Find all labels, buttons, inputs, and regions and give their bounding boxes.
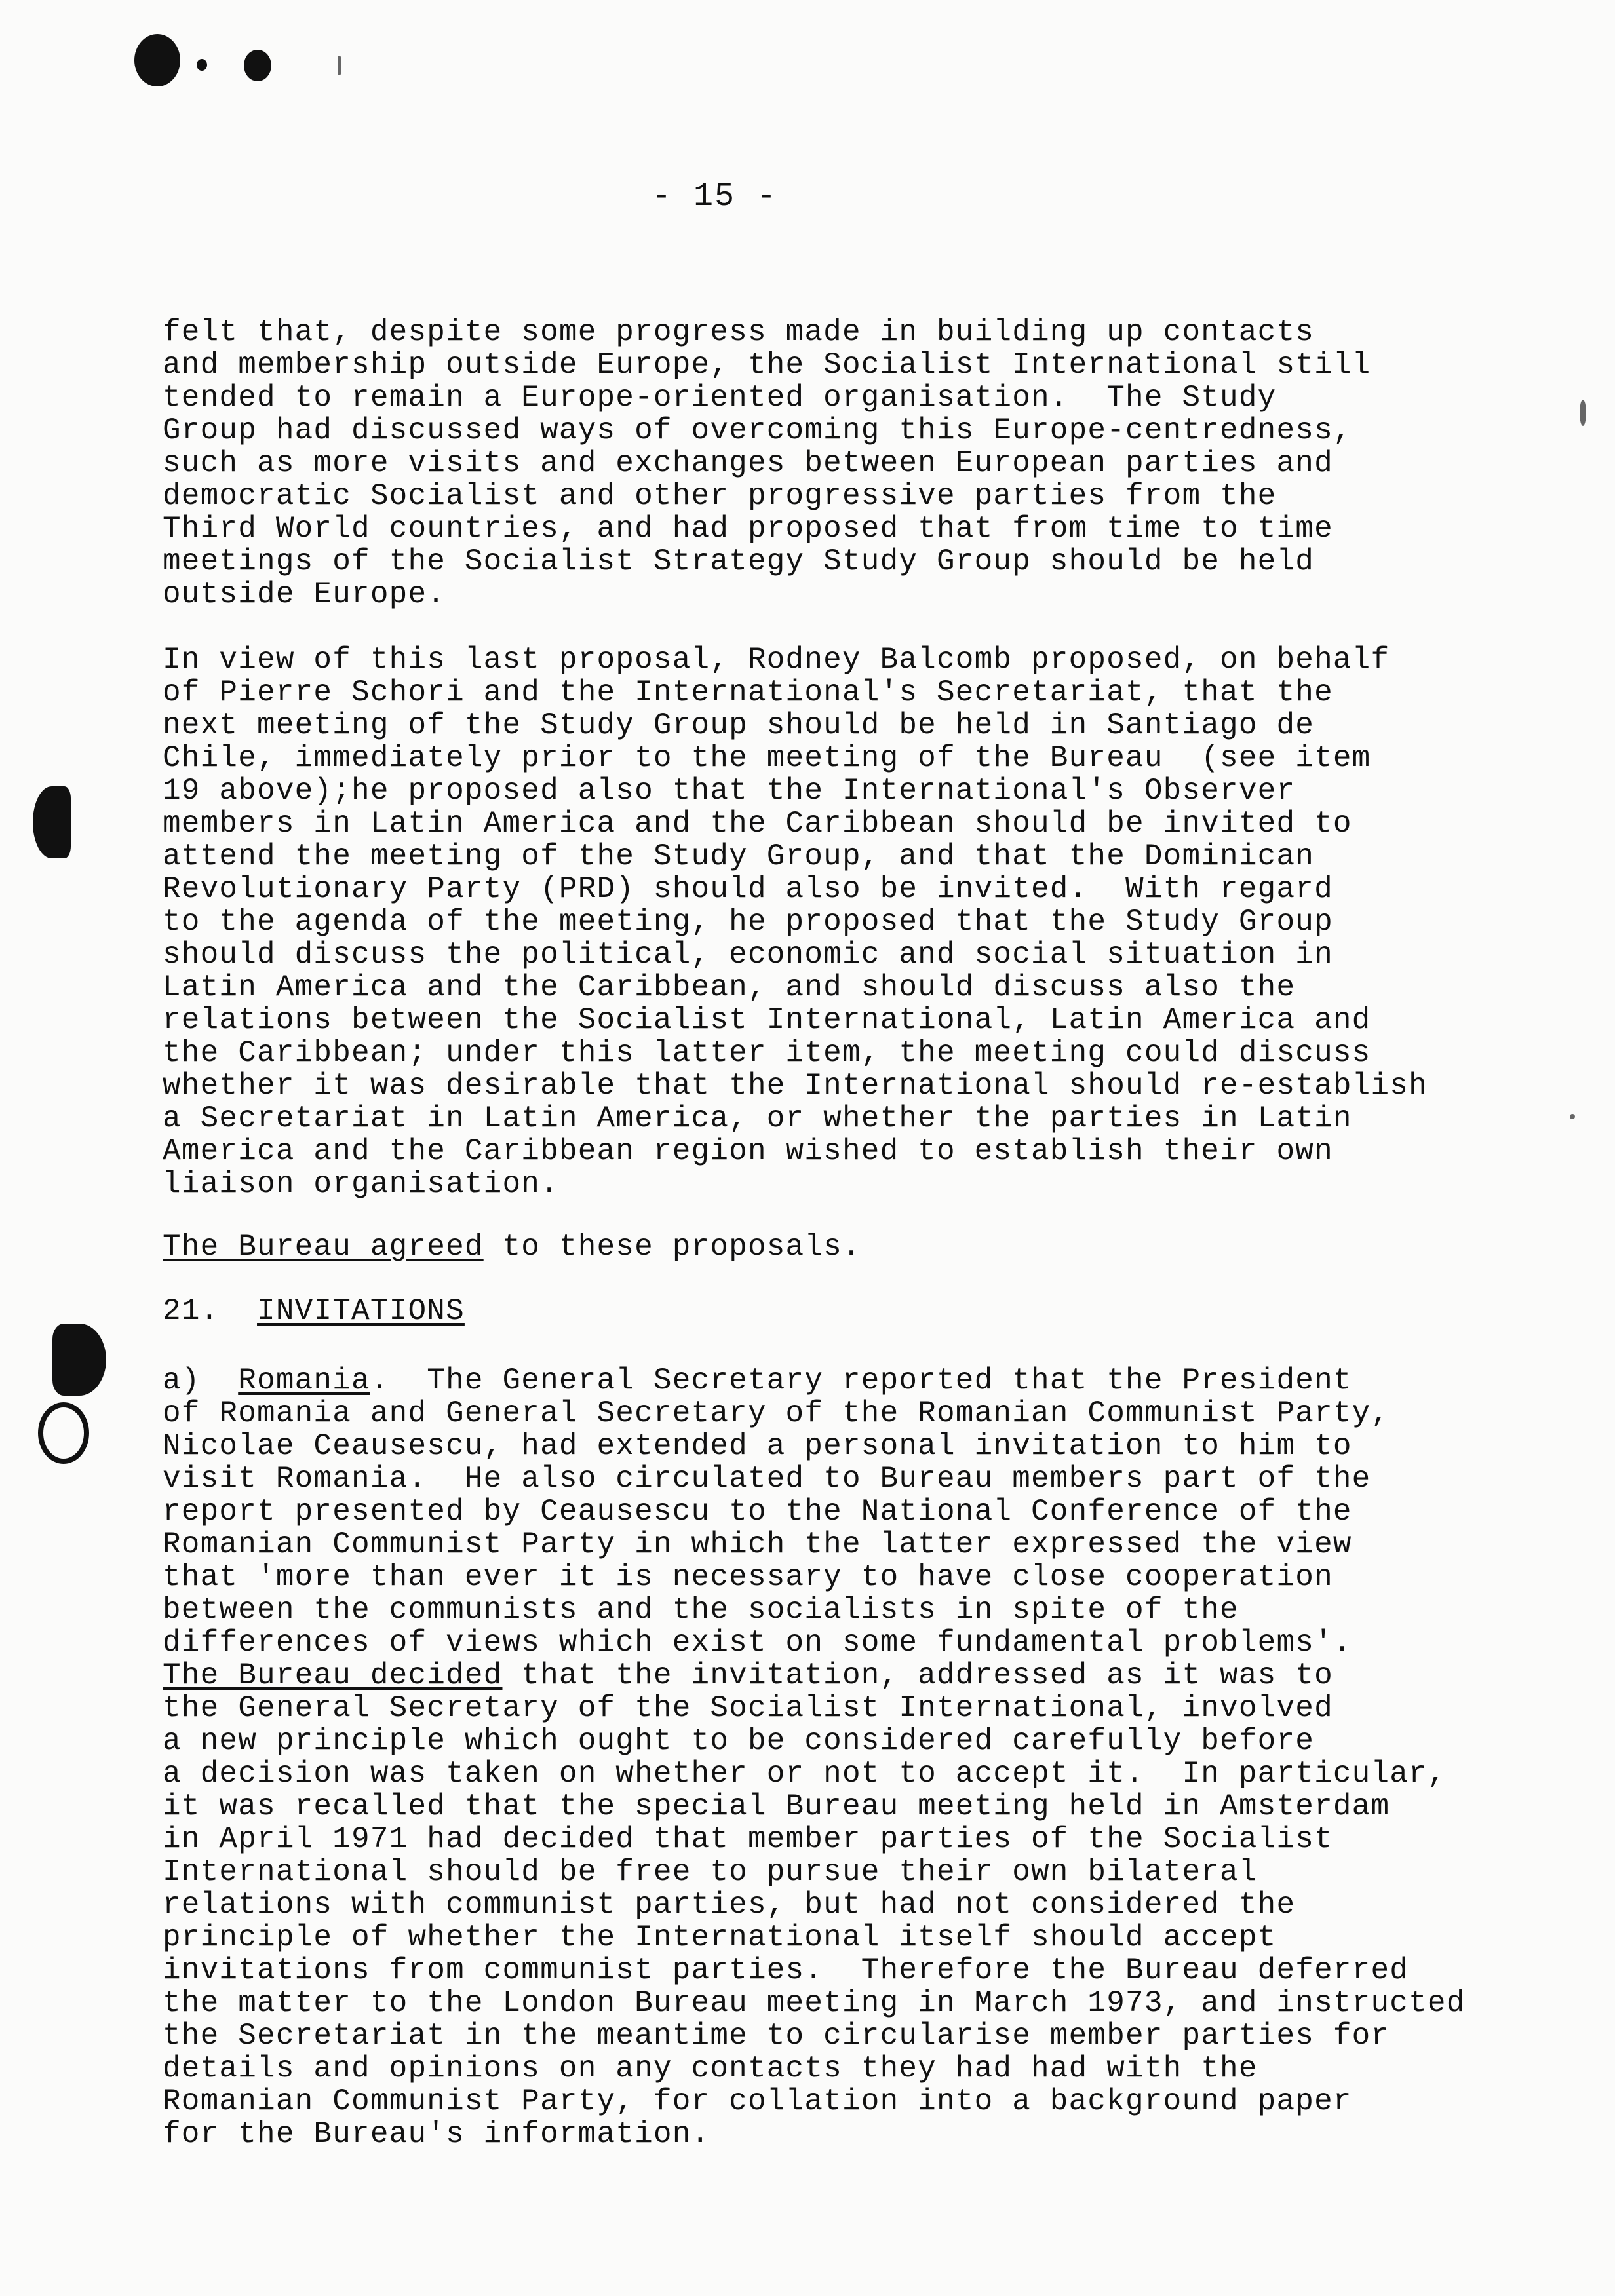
text-line: relations with communist parties, but had not considered the (163, 1888, 1296, 1922)
scan-speck (1570, 1114, 1575, 1119)
text-line: liaison organisation. (163, 1167, 559, 1201)
section-title: INVITATIONS (257, 1294, 465, 1328)
text-line: the General Secretary of the Socialist International, involved (163, 1691, 1333, 1725)
text-line: details and opinions on any contacts they had had with the (163, 2052, 1258, 2086)
text-line: of Romania and General Secretary of the Romanian Communist Party, (163, 1396, 1390, 1430)
scan-speck (1580, 400, 1586, 426)
bureau-decided-rest: that the invitation, addressed as it was to (502, 1658, 1333, 1693)
text-line: America and the Caribbean region wished to establish their own (163, 1134, 1333, 1168)
text-line: members in Latin America and the Caribbean should be invited to (163, 807, 1352, 841)
text-line: such as more visits and exchanges between European parties and (163, 446, 1333, 480)
item-label-romania: Romania (238, 1364, 370, 1398)
page-number: - 15 - (651, 178, 778, 216)
text-line: Group had discussed ways of overcoming this Europe-centredness, (163, 413, 1352, 448)
item-first-line-rest: . The General Secretary reported that the President (370, 1364, 1352, 1398)
text-line: the Secretariat in the meantime to circularise member parties for (163, 2019, 1390, 2053)
text-line: the Caribbean; under this latter item, the meeting could discuss (163, 1036, 1371, 1070)
romania-first-line (163, 1364, 1352, 1397)
text-line: tended to remain a Europe-oriented organisation. The Study (163, 381, 1277, 415)
text-line: Latin America and the Caribbean, and should discuss also the (163, 970, 1296, 1004)
text-line: a new principle which ought to be considered carefully before (163, 1724, 1315, 1758)
bureau-agreed-emphasis: The Bureau agreed (163, 1230, 484, 1264)
scan-speck (338, 56, 341, 75)
text-line: should discuss the political, economic and social situation in (163, 938, 1333, 972)
text-line: the matter to the London Bureau meeting in March 1973, and instructed (163, 1986, 1466, 2020)
text-line: Nicolae Ceausescu, had extended a personal invitation to him to (163, 1429, 1352, 1463)
text-line: in April 1971 had decided that member parties of the Socialist (163, 1822, 1333, 1856)
text-line: invitations from communist parties. Therefore the Bureau deferred (163, 1953, 1409, 1987)
bureau-agreed-line (163, 1231, 861, 1263)
text-line: Chile, immediately prior to the meeting of the Bureau (see item (163, 741, 1371, 775)
text-line: Revolutionary Party (PRD) should also be invited. With regard (163, 872, 1333, 906)
text-line: outside Europe. (163, 577, 446, 611)
text-line: to the agenda of the meeting, he proposed that the Study Group (163, 905, 1333, 939)
text-line: visit Romania. He also circulated to Bureau members part of the (163, 1462, 1371, 1496)
text-line: relations between the Socialist International, Latin America and (163, 1003, 1371, 1037)
item-label-prefix: a) (163, 1364, 239, 1398)
text-line: 19 above);he proposed also that the International's Observer (163, 774, 1296, 808)
text-line: Third World countries, and had proposed that from time to time (163, 512, 1333, 546)
text-line: democratic Socialist and other progressive parties from the (163, 479, 1277, 513)
text-line: whether it was desirable that the International should re-establish (163, 1069, 1428, 1103)
ink-dot-mark (197, 59, 207, 71)
text-line: and membership outside Europe, the Socialist International still (163, 348, 1371, 382)
ink-blot-mark (134, 34, 180, 86)
text-line: next meeting of the Study Group should be held in Santiago de (163, 708, 1315, 742)
text-line: principle of whether the International itself should accept (163, 1921, 1277, 1955)
text-line: a decision was taken on whether or not to accept it. In particular, (163, 1757, 1447, 1791)
text-line: for the Bureau's information. (163, 2117, 710, 2151)
text-line: it was recalled that the special Bureau meeting held in Amsterdam (163, 1789, 1390, 1824)
bureau-decided-emphasis: The Bureau decided (163, 1658, 503, 1693)
text-line: meetings of the Socialist Strategy Study Group should be held (163, 545, 1315, 579)
text-line: differences of views which exist on some fundamental problems'. (163, 1626, 1352, 1660)
bureau-decided-line (163, 1659, 1333, 1692)
text-line: In view of this last proposal, Rodney Balcomb proposed, on behalf (163, 643, 1390, 677)
text-line: Romanian Communist Party, for collation into a background paper (163, 2084, 1352, 2118)
text-line: report presented by Ceausescu to the National Conference of the (163, 1495, 1352, 1529)
text-line: a Secretariat in Latin America, or whether the parties in Latin (163, 1101, 1352, 1136)
text-line: attend the meeting of the Study Group, and that the Dominican (163, 839, 1315, 873)
text-line: of Pierre Schori and the International's Secretariat, that the (163, 676, 1333, 710)
punch-hole-mark (33, 786, 71, 858)
text-line: Romanian Communist Party in which the latter expressed the view (163, 1527, 1352, 1561)
text-line: that 'more than ever it is necessary to have close cooperation (163, 1560, 1333, 1594)
bureau-agreed-rest: to these proposals. (483, 1230, 861, 1264)
text-line: felt that, despite some progress made in building up contacts (163, 315, 1315, 349)
section-number: 21. (163, 1294, 220, 1328)
text-line: between the communists and the socialists in spite of the (163, 1593, 1239, 1627)
section-heading (163, 1295, 465, 1328)
punch-hole-mark (52, 1324, 106, 1396)
punch-hole-ring (38, 1402, 89, 1464)
text-line: International should be free to pursue their own bilateral (163, 1855, 1258, 1889)
ink-dot-mark (244, 50, 271, 81)
